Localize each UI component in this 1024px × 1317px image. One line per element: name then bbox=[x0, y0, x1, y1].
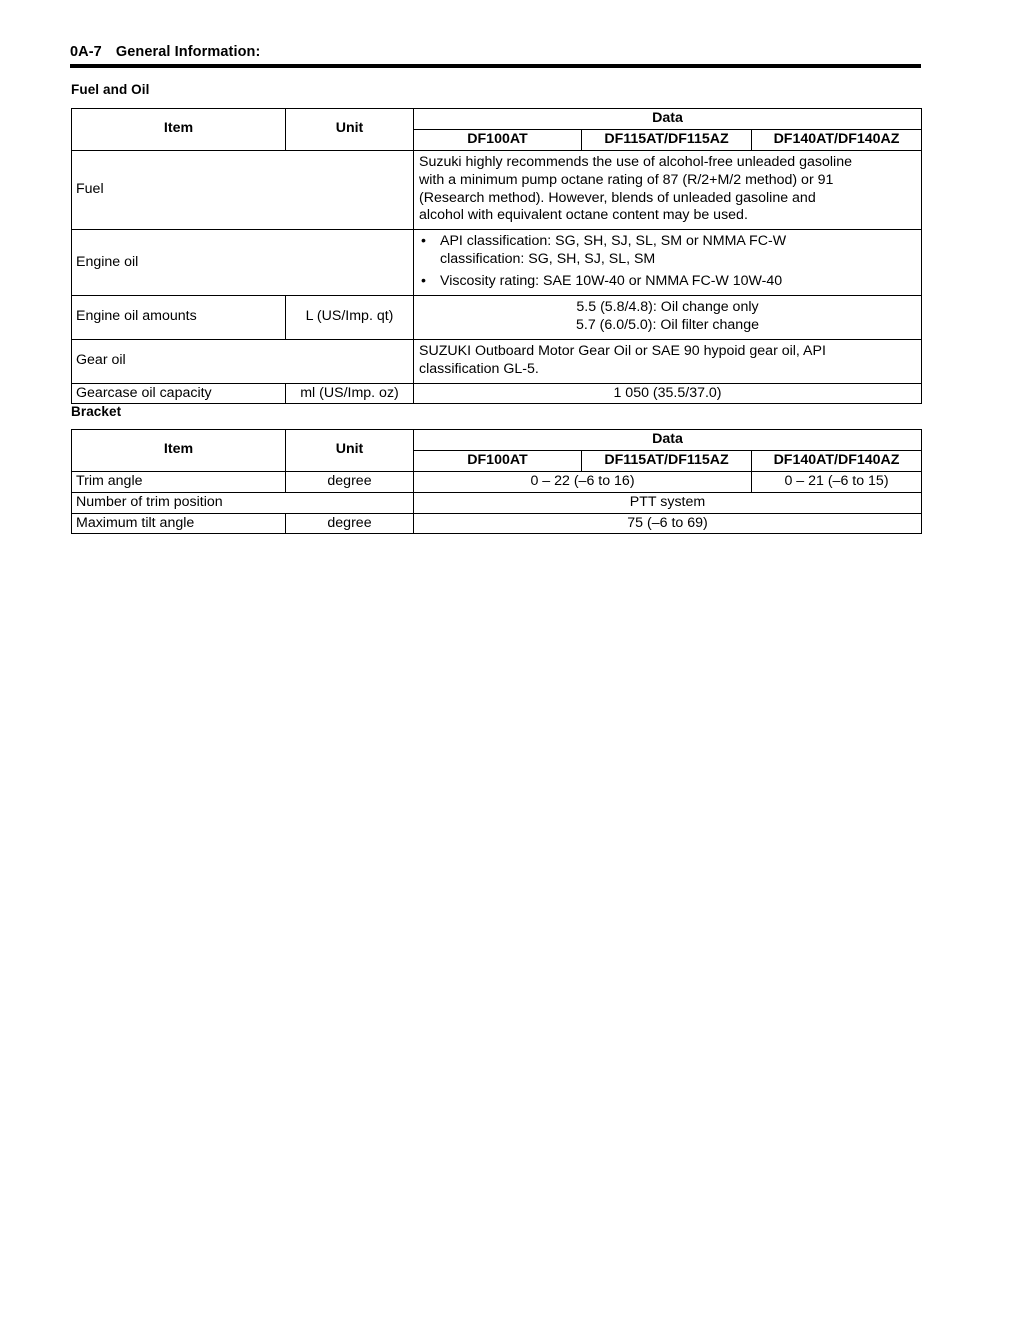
table-row bbox=[72, 383, 922, 404]
table-row bbox=[72, 513, 922, 534]
row-value-gearcase-oil-capacity: 1 050 (35.5/37.0) bbox=[414, 383, 922, 404]
table-row bbox=[72, 230, 922, 296]
table-header-row bbox=[72, 109, 922, 130]
table-row bbox=[72, 296, 922, 340]
row-value-trim-angle-df140: 0 – 21 (–6 to 15) bbox=[752, 471, 922, 492]
bullet-icon: • bbox=[421, 273, 426, 290]
column-header-data: Data bbox=[414, 109, 922, 130]
column-header-model-df140at: DF140AT/DF140AZ bbox=[752, 450, 922, 471]
column-header-item: Item bbox=[72, 430, 286, 472]
cell-line: alcohol with equivalent octane content may be used. bbox=[419, 207, 748, 224]
table-header-row bbox=[72, 430, 922, 451]
table-bracket bbox=[71, 429, 922, 534]
row-value-maximum-tilt-angle: 75 (–6 to 69) bbox=[414, 513, 922, 534]
column-header-model-df140at: DF140AT/DF140AZ bbox=[752, 129, 922, 150]
cell-line: Suzuki highly recommends the use of alcohol-free unleaded gasoline bbox=[419, 153, 852, 170]
bullet-icon: • bbox=[421, 233, 426, 250]
table-row bbox=[72, 150, 922, 230]
column-header-model-df115at: DF115AT/DF115AZ bbox=[582, 129, 752, 150]
row-label-engine-oil: Engine oil bbox=[72, 230, 414, 296]
column-header-item: Item bbox=[72, 109, 286, 151]
column-header-unit: Unit bbox=[286, 109, 414, 151]
row-value-gear-oil bbox=[414, 339, 922, 383]
row-unit-gearcase-oil-capacity: ml (US/Imp. oz) bbox=[286, 383, 414, 404]
row-label-number-of-trim-position: Number of trim position bbox=[72, 492, 414, 513]
cell-line: SUZUKI Outboard Motor Gear Oil or SAE 90 hypoid gear oil, API bbox=[419, 342, 826, 359]
page-title: General Information: bbox=[115, 44, 261, 60]
table-row bbox=[72, 492, 922, 513]
section-caption-bracket: Bracket bbox=[71, 404, 122, 419]
row-unit-trim-angle: degree bbox=[286, 471, 414, 492]
header-rule bbox=[70, 64, 921, 68]
bullet-text: API classification: SG, SH, SJ, SL, SM or NMMA FC-W bbox=[440, 233, 787, 250]
cell-line: with a minimum pump octane rating of 87 (R/2+M/2 method) or 91 bbox=[419, 171, 834, 188]
row-unit-engine-oil-amounts: L (US/Imp. qt) bbox=[286, 296, 414, 340]
row-value-number-of-trim-position: PTT system bbox=[414, 492, 922, 513]
row-value-trim-angle-df100-df115: 0 – 22 (–6 to 16) bbox=[414, 471, 752, 492]
table-fuel-and-oil bbox=[71, 108, 922, 404]
bullet-item bbox=[419, 273, 916, 291]
bullet-item bbox=[419, 233, 916, 269]
bullet-subtext: classification: SG, SH, SJ, SL, SM bbox=[440, 251, 656, 268]
row-label-maximum-tilt-angle: Maximum tilt angle bbox=[72, 513, 286, 534]
page-section-code: 0A-7 bbox=[70, 44, 102, 60]
page-running-header bbox=[70, 44, 921, 68]
row-label-gearcase-oil-capacity: Gearcase oil capacity bbox=[72, 383, 286, 404]
row-label-fuel: Fuel bbox=[72, 150, 414, 230]
row-unit-maximum-tilt-angle: degree bbox=[286, 513, 414, 534]
row-value-engine-oil-amounts bbox=[414, 296, 922, 340]
column-header-model-df100at: DF100AT bbox=[414, 450, 582, 471]
row-label-engine-oil-amounts: Engine oil amounts bbox=[72, 296, 286, 340]
cell-line: classification GL-5. bbox=[419, 360, 539, 377]
table-row bbox=[72, 339, 922, 383]
bullet-text: Viscosity rating: SAE 10W-40 or NMMA FC-W 10W-40 bbox=[440, 273, 783, 290]
page-header-text bbox=[70, 44, 921, 60]
column-header-unit: Unit bbox=[286, 430, 414, 472]
cell-line: 5.5 (5.8/4.8): Oil change only bbox=[576, 299, 759, 316]
row-label-trim-angle: Trim angle bbox=[72, 471, 286, 492]
row-label-gear-oil: Gear oil bbox=[72, 339, 414, 383]
row-value-engine-oil bbox=[414, 230, 922, 296]
cell-line: (Research method). However, blends of unleaded gasoline and bbox=[419, 189, 816, 206]
cell-line: 5.7 (6.0/5.0): Oil filter change bbox=[576, 316, 759, 333]
table-row bbox=[72, 471, 922, 492]
row-value-fuel bbox=[414, 150, 922, 230]
column-header-model-df100at: DF100AT bbox=[414, 129, 582, 150]
section-caption-fuel-and-oil: Fuel and Oil bbox=[71, 82, 150, 97]
column-header-data: Data bbox=[414, 430, 922, 451]
column-header-model-df115at: DF115AT/DF115AZ bbox=[582, 450, 752, 471]
